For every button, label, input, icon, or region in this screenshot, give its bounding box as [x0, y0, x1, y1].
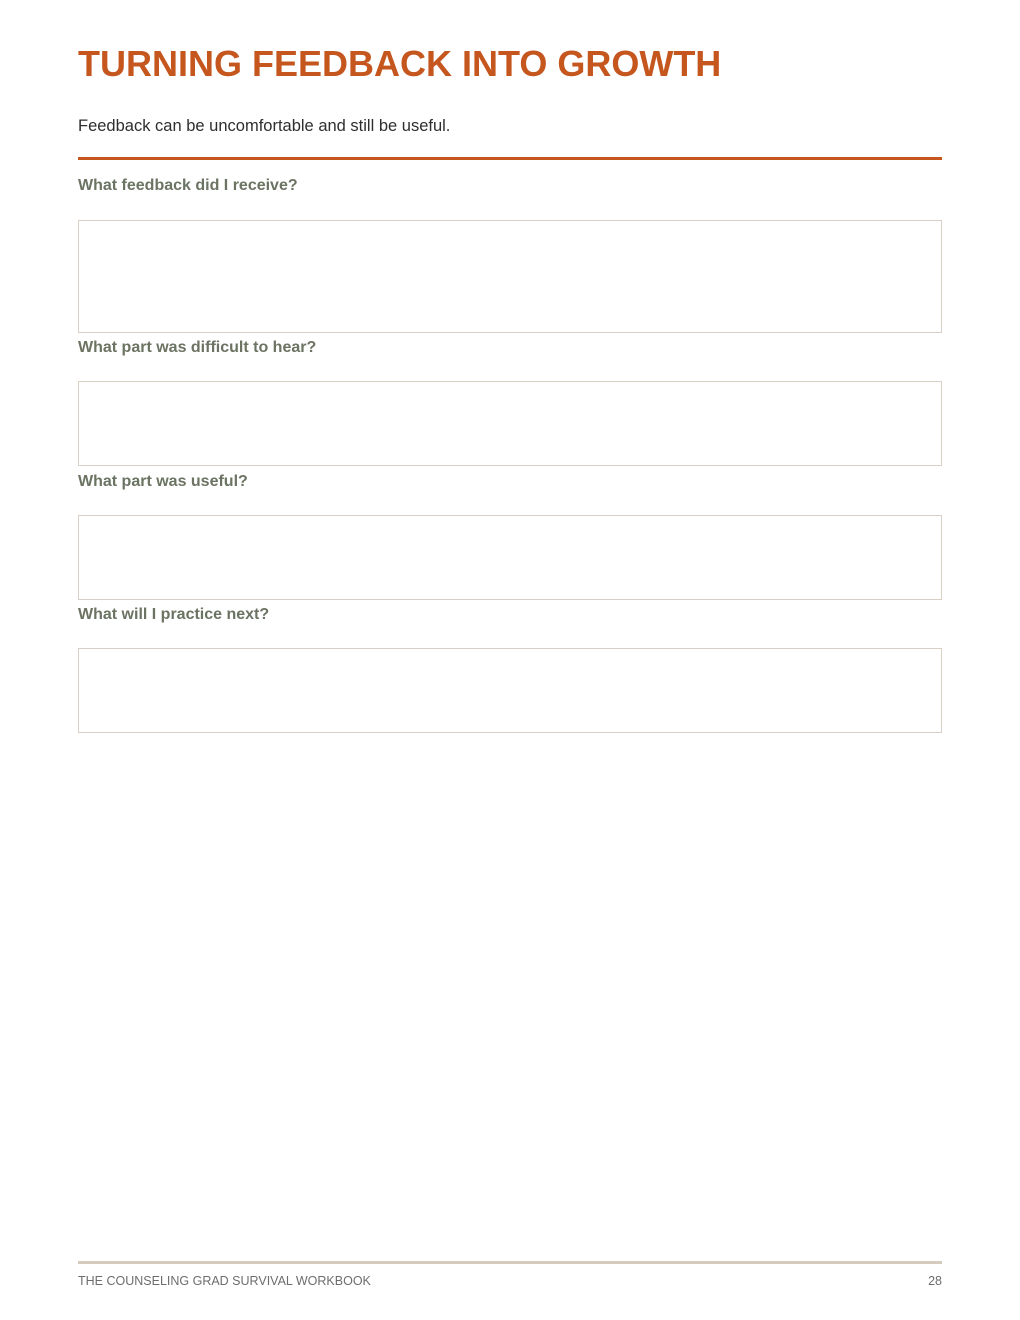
answer-box-useful[interactable]: [78, 515, 942, 600]
question-label-practice-next: What will I practice next?: [78, 606, 270, 623]
header-divider: [78, 157, 942, 160]
footer-book-title: THE COUNSELING GRAD SURVIVAL WORKBOOK: [78, 1274, 371, 1288]
page-subtitle: Feedback can be uncomfortable and still be useful.: [78, 117, 451, 135]
page-title: TURNING FEEDBACK INTO GROWTH: [78, 43, 722, 84]
footer-page-number: 28: [928, 1274, 942, 1288]
answer-box-feedback-received[interactable]: [78, 220, 942, 333]
answer-box-difficult-to-hear[interactable]: [78, 381, 942, 466]
question-label-feedback-received: What feedback did I receive?: [78, 177, 298, 194]
answer-box-practice-next[interactable]: [78, 648, 942, 733]
workbook-page: [78, 0, 942, 1320]
footer-divider: [78, 1261, 942, 1264]
question-label-difficult-to-hear: What part was difficult to hear?: [78, 339, 317, 356]
question-label-useful: What part was useful?: [78, 473, 248, 490]
